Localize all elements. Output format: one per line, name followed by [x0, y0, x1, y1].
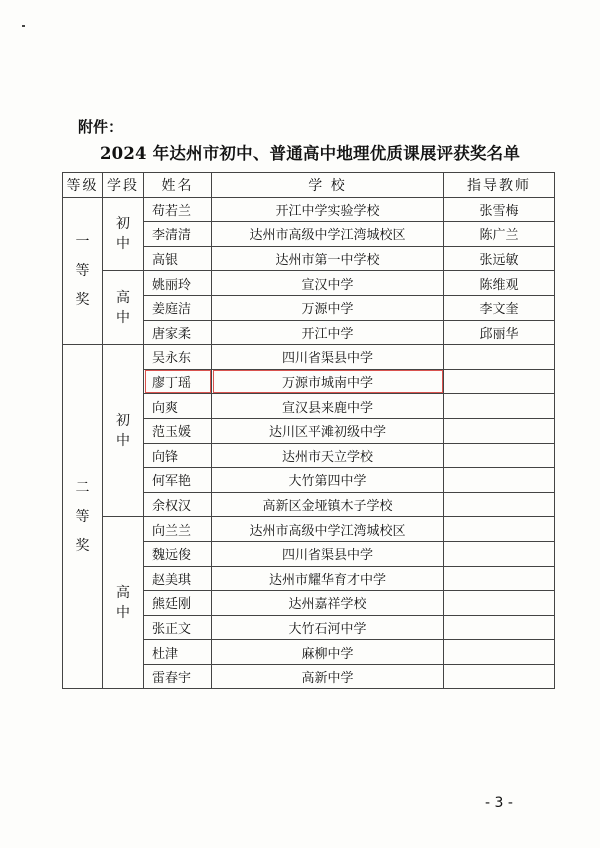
- advisor-name: [444, 541, 555, 566]
- school-name: 万源中学: [212, 295, 444, 320]
- school-name: 高新区金垭镇木子学校: [212, 492, 444, 517]
- winner-name: 向兰兰: [144, 517, 212, 542]
- winner-name: 范玉媛: [144, 418, 212, 443]
- grade-label-char: 奖: [75, 537, 90, 554]
- winner-name: 向爽: [144, 394, 212, 419]
- school-name: 达川区平滩初级中学: [212, 418, 444, 443]
- stage-label-char: 高: [116, 584, 130, 601]
- school-name: 达州市第一中学校: [212, 246, 444, 271]
- stage-label: [103, 411, 143, 451]
- school-name: 达州市耀华育才中学: [212, 566, 444, 591]
- award-table: [62, 172, 555, 689]
- winner-name: 杜津: [144, 640, 212, 665]
- advisor-name: [444, 615, 555, 640]
- advisor-name: [444, 345, 555, 370]
- winner-name: 姜庭洁: [144, 295, 212, 320]
- header-teacher: 指导教师: [444, 173, 555, 198]
- school-name: 开江中学: [212, 320, 444, 345]
- winner-name: 吴永东: [144, 345, 212, 370]
- stage-label-char: 中: [116, 604, 130, 621]
- stage-label-char: 初: [116, 215, 130, 232]
- advisor-name: 陈广兰: [444, 222, 555, 247]
- advisor-name: [444, 566, 555, 591]
- winner-name: 唐家柔: [144, 320, 212, 345]
- header-grade: 等级: [63, 173, 103, 198]
- attachment-label: 附件：: [78, 118, 124, 136]
- advisor-name: [444, 443, 555, 468]
- table-row: [63, 271, 555, 296]
- advisor-name: 张雪梅: [444, 197, 555, 222]
- table-row: [63, 345, 555, 370]
- winner-name: 姚丽玲: [144, 271, 212, 296]
- advisor-name: 张远敏: [444, 246, 555, 271]
- page-number: - 3 -: [485, 795, 513, 811]
- stage-label-char: 高: [116, 289, 130, 306]
- stage-cell: [103, 197, 144, 271]
- school-name: 大竹石河中学: [212, 615, 444, 640]
- winner-name: 何军艳: [144, 468, 212, 493]
- stage-label-char: 中: [116, 432, 130, 449]
- stage-label: [103, 583, 143, 623]
- winner-name: 张正文: [144, 615, 212, 640]
- stage-cell: [103, 345, 144, 517]
- table-header-row: [63, 173, 555, 198]
- stage-label-char: 中: [116, 235, 130, 252]
- table-row: [63, 517, 555, 542]
- winner-name: 高银: [144, 246, 212, 271]
- school-name: 大竹第四中学: [212, 468, 444, 493]
- stage-label-char: 中: [116, 309, 130, 326]
- header-name: 姓名: [144, 173, 212, 198]
- grade-label-char: 等: [75, 508, 90, 525]
- school-name: 宣汉县来鹿中学: [212, 394, 444, 419]
- scan-speck: [22, 25, 25, 27]
- grade-cell: [63, 345, 103, 689]
- stage-label: [103, 288, 143, 328]
- winner-name: 赵美琪: [144, 566, 212, 591]
- table-body: [63, 197, 555, 689]
- winner-name: 雷春宇: [144, 664, 212, 689]
- table-row: [63, 197, 555, 222]
- grade-label: [63, 232, 102, 310]
- winner-name: 苟若兰: [144, 197, 212, 222]
- advisor-name: [444, 418, 555, 443]
- winner-name: 向锋: [144, 443, 212, 468]
- school-name: 达州市天立学校: [212, 443, 444, 468]
- page-title: 2024 年达州市初中、普通高中地理优质课展评获奖名单: [99, 144, 521, 163]
- header-school: 学 校: [212, 173, 444, 198]
- advisor-name: [444, 517, 555, 542]
- school-name: 四川省渠县中学: [212, 345, 444, 370]
- school-name: 达州市高级中学江湾城校区: [212, 222, 444, 247]
- winner-name: 李清清: [144, 222, 212, 247]
- school-name: 麻柳中学: [212, 640, 444, 665]
- advisor-name: [444, 640, 555, 665]
- school-name-highlighted: 万源市城南中学: [212, 369, 444, 394]
- school-name: 开江中学实验学校: [212, 197, 444, 222]
- grade-label-char: 奖: [75, 291, 90, 308]
- school-name: 四川省渠县中学: [212, 541, 444, 566]
- stage-label-char: 初: [116, 412, 130, 429]
- advisor-name: 邱丽华: [444, 320, 555, 345]
- grade-cell: [63, 197, 103, 345]
- advisor-name: [444, 664, 555, 689]
- school-name: 达州嘉祥学校: [212, 591, 444, 616]
- winner-name: 熊廷刚: [144, 591, 212, 616]
- grade-label-char: 一: [75, 233, 90, 250]
- school-name: 宣汉中学: [212, 271, 444, 296]
- grade-label: [63, 478, 102, 556]
- stage-cell: [103, 517, 144, 689]
- advisor-name: [444, 591, 555, 616]
- winner-name: 余权汉: [144, 492, 212, 517]
- winner-name-highlighted: 廖丁瑶: [144, 369, 212, 394]
- advisor-name: [444, 369, 555, 394]
- school-name: 高新中学: [212, 664, 444, 689]
- advisor-name: [444, 492, 555, 517]
- stage-label: [103, 214, 143, 254]
- school-name: 达州市高级中学江湾城校区: [212, 517, 444, 542]
- advisor-name: [444, 394, 555, 419]
- advisor-name: 陈维观: [444, 271, 555, 296]
- header-stage: 学段: [103, 173, 144, 198]
- grade-label-char: 二: [75, 479, 90, 496]
- winner-name: 魏远俊: [144, 541, 212, 566]
- advisor-name: 李文奎: [444, 295, 555, 320]
- stage-cell: [103, 271, 144, 345]
- advisor-name: [444, 468, 555, 493]
- grade-label-char: 等: [75, 262, 90, 279]
